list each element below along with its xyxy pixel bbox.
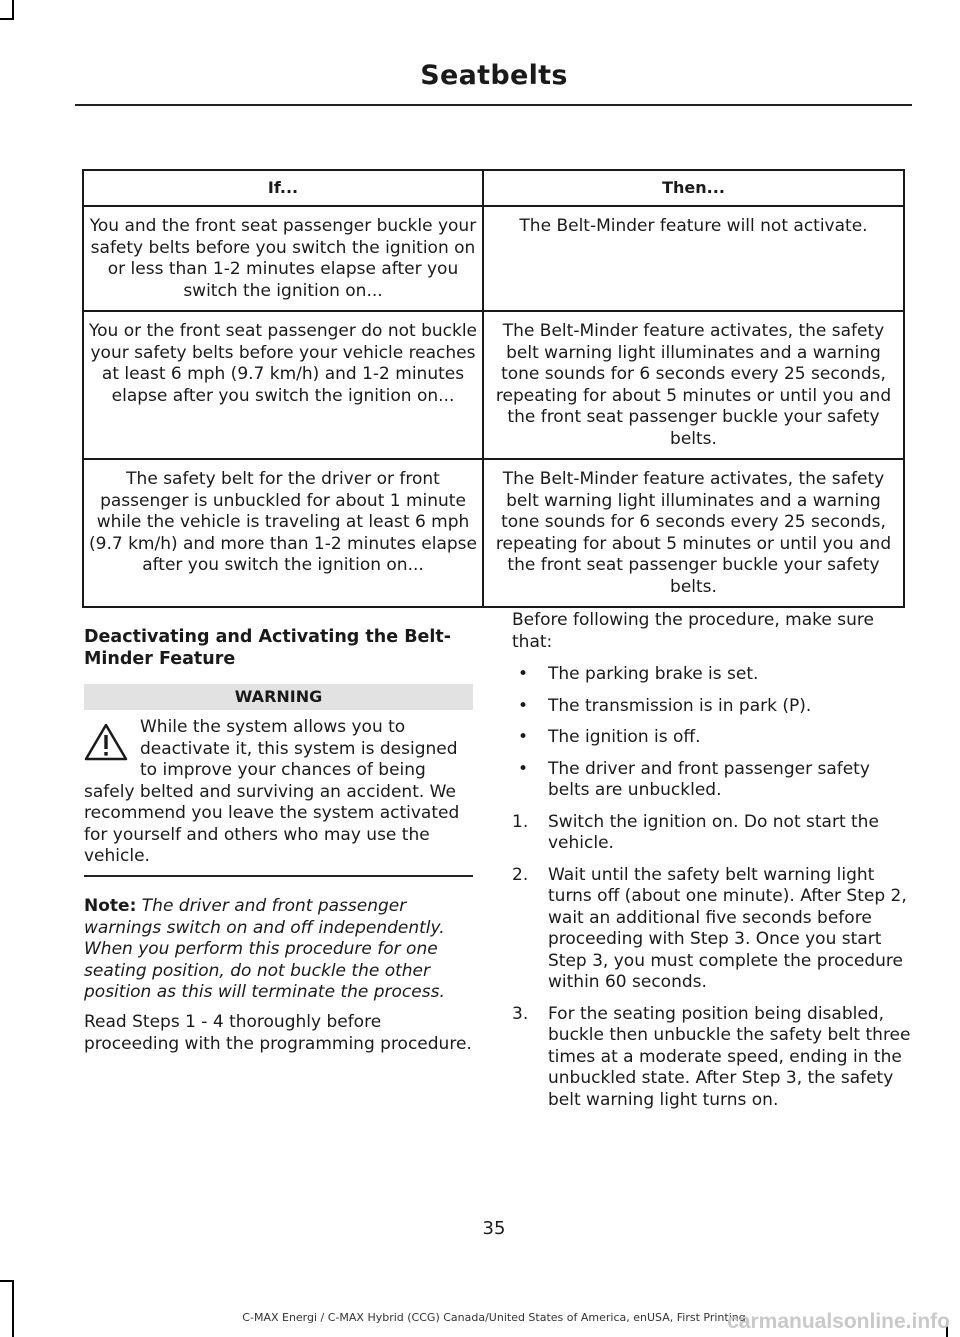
procedure-column [512,610,912,1121]
step-number: 2. [512,864,529,885]
warning-divider [84,875,473,877]
header-divider [75,104,912,106]
note-label: Note: [84,896,137,916]
table-cell-then: The Belt-Minder feature activates, the safety belt warning light illuminates and a warning tone sounds for 6 seconds every 25 seconds, repeating for about 5 minutes or until you and the front seat passenger buckle your safety belts. [483,459,904,607]
table-cell-then: The Belt-Minder feature activates, the safety belt warning light illuminates and a warning tone sounds for 6 seconds every 25 seconds, repeating for about 5 minutes or until you and the front seat passenger buckle your safety belts. [483,311,904,459]
step-item [512,812,912,855]
table-cell-if: The safety belt for the driver or front passenger is unbuckled for about 1 minute while the vehicle is traveling at least 6 mph (9.7 km/h) and more than 1-2 minutes elapse after you switch the ignition on... [83,459,483,607]
note-block [84,896,476,1004]
warning-text-block [84,717,476,868]
step-text: For the seating position being disabled, buckle then unbuckle the safety belt three times at a moderate speed, ending in the unbuckled state. After Step 3, the safety belt warning light turns on. [548,1003,911,1110]
table-row [83,459,904,607]
page-number: 35 [482,1218,506,1239]
table-row [83,206,904,311]
table-header-then: Then... [483,170,904,206]
warning-text: While the system allows you to deactivate it, this system is designed to improve your chances of being safely belted and surviving an accident. We recommend you leave the system activated for yourself and others who may use the vehicle. [84,717,460,866]
list-item [512,696,912,718]
warning-label: WARNING [84,684,473,710]
watermark-logo: carmanualsonline.info [727,1310,950,1333]
table-cell-if: You or the front seat passenger do not buckle your safety belts before your vehicle reaches at least 6 mph (9.7 km/h) and 1-2 minutes elapse after you switch the ignition on... [83,311,483,459]
crop-mark [12,0,14,20]
printing-footer: C-MAX Energi / C-MAX Hybrid (CCG) Canada/United States of America, enUSA, First Printing [242,1311,746,1324]
table-cell-if: You and the front seat passenger buckle your safety belts before you switch the ignition on or less than 1-2 minutes elapse after you switch the ignition on... [83,206,483,311]
read-steps-paragraph: Read Steps 1 - 4 thoroughly before proceeding with the programming procedure. [84,1012,472,1054]
belt-minder-table [82,169,905,608]
step-text: Switch the ignition on. Do not start the vehicle. [548,811,879,853]
step-item [512,865,912,994]
step-item [512,1004,912,1112]
step-number: 3. [512,1003,529,1024]
bullet-marker: • [518,695,529,716]
procedure-intro: Before following the procedure, make sure that: [512,610,874,652]
bullet-text: The transmission is in park (P). [548,695,812,716]
table-header-if: If... [83,170,483,206]
crop-mark [0,18,14,20]
crop-mark [0,1280,14,1282]
table-cell-then: The Belt-Minder feature will not activate. [483,206,904,311]
page-title: Seatbelts [420,60,568,91]
bullet-text: The ignition is off. [548,727,701,747]
bullet-marker: • [518,664,529,684]
table-row [83,311,904,459]
bullet-text: The driver and front passenger safety belts are unbuckled. [548,758,870,800]
section-heading: Deactivating and Activating the Belt-Minder Feature [84,627,452,669]
crop-mark [12,1280,14,1337]
table-header-row [83,170,904,206]
list-item [512,759,912,802]
bullet-marker: • [518,727,529,747]
list-item [512,727,912,749]
bullet-text: The parking brake is set. [548,664,759,684]
step-number: 1. [512,811,529,832]
step-text: Wait until the safety belt warning light turns off (about one minute). After Step 2, wait an additional five seconds before proceeding with Step 3. Once you start Step 3, you must complete the procedure within 60 seconds. [548,864,907,992]
bullet-marker: • [518,758,529,779]
list-item [512,664,912,686]
note-text: The driver and front passenger warnings switch on and off independently. When you perform this procedure for one seating position, do not buckle the other position as this will terminate the process. [84,896,445,1002]
